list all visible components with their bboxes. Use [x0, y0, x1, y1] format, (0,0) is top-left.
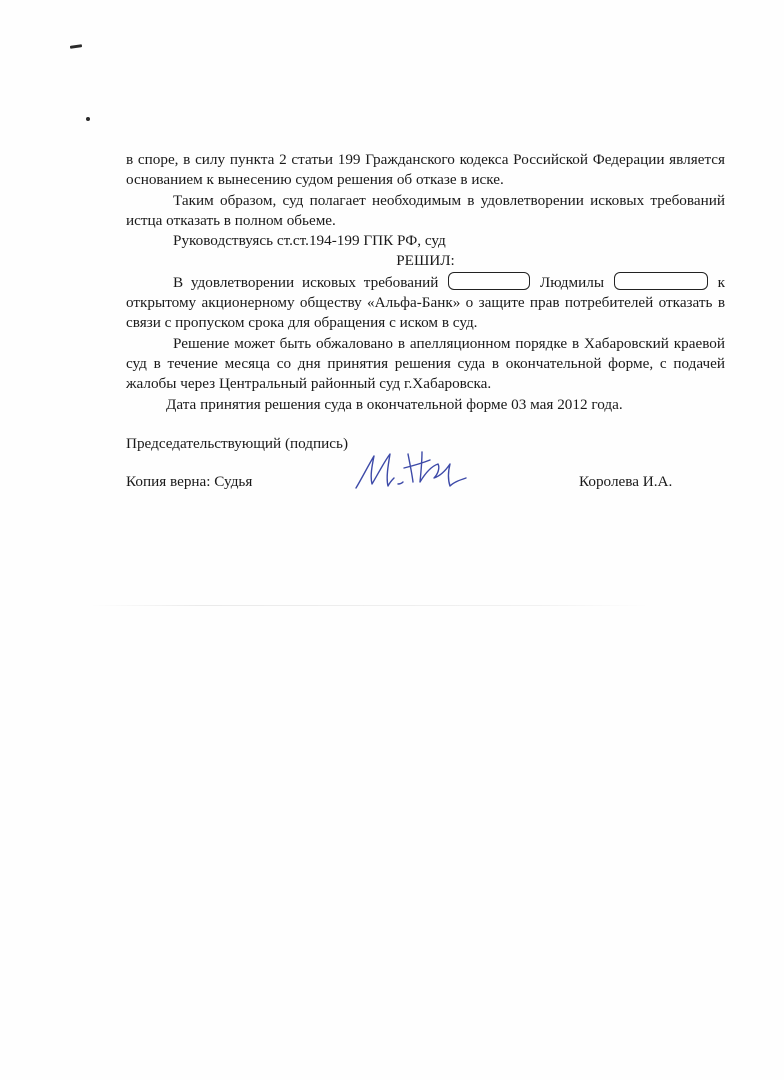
judge-name: Королева И.А.	[579, 473, 673, 490]
redacted-surname	[448, 272, 530, 290]
paragraph-guided-by: Руководствуясь ст.ст.194-199 ГПК РФ, суд	[173, 232, 446, 250]
paragraph-decision	[126, 272, 725, 334]
decision-plaintiff-name: Людмилы	[539, 273, 605, 291]
paragraph-conclusion: Таким образом, суд полагает необходимым в удовлетворении исковых требований истца отказать в полном обьеме.	[126, 191, 725, 229]
document-body	[126, 150, 725, 415]
paragraph-dispute: в споре, в силу пункта 2 статьи 199 Гражданского кодекса Российской Федерации является основанием к вынесению судом решения об отказе в иске.	[126, 151, 725, 189]
scan-artifact-dot	[86, 117, 90, 121]
decision-text-start: В удовлетворении исковых требований	[173, 273, 439, 291]
decision-text-end: к открытому акционерному обществу «Альфа-Банк» о защите прав потребителей отказать в связи с пропуском срока для обращения с иском в суд.	[126, 273, 725, 332]
copy-certified-line: Копия верна: Судья	[126, 473, 253, 490]
handwritten-signature	[350, 448, 468, 496]
scan-edge-line	[90, 605, 650, 606]
redacted-patronymic	[614, 272, 708, 290]
decision-heading: РЕШИЛ:	[396, 252, 455, 270]
paragraph-appeal: Решение может быть обжаловано в апелляционном порядке в Хабаровский краевой суд в течение месяца со дня принятия решения суда в окончательной форме, с подачей жалобы через Центральный районный суд г.Хабаровска.	[126, 334, 725, 393]
presiding-judge-line: Председательствующий (подпись)	[126, 435, 349, 452]
paragraph-decision-date: Дата принятия решения суда в окончательной форме 03 мая 2012 года.	[166, 395, 623, 413]
scan-artifact-mark	[70, 44, 82, 49]
